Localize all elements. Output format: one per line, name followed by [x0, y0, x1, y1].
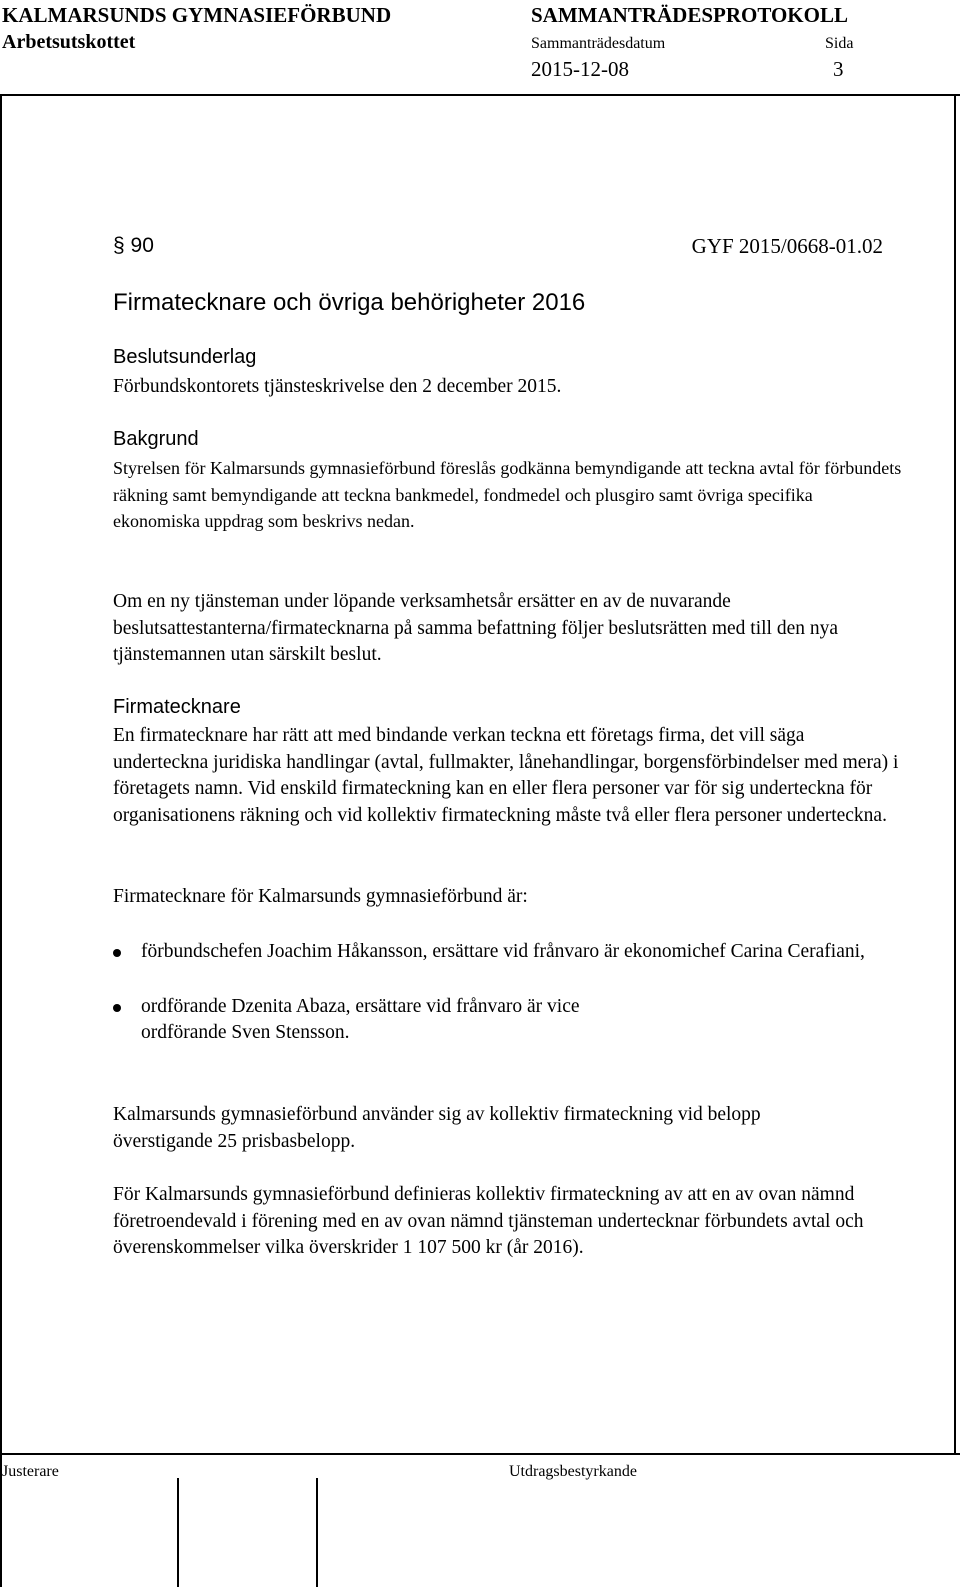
signatory-heading: Firmatecknare: [113, 696, 241, 718]
header-divider: [0, 94, 960, 96]
list-item: förbundschefen Joachim Håkansson, ersättare vid frånvaro är ekonomichef Carina Cerafiani,: [113, 939, 881, 966]
page-number: 3: [833, 57, 844, 81]
background-text: Styrelsen för Kalmarsunds gymnasieförbund föreslås godkänna bemyndigande att teckna avtal för förbundets räkning samt bemyndigande att teckna bankmedel, fondmedel och plusgiro samt övriga specifika ekonomiska uppdrag som beskrivs nedan.: [113, 458, 902, 532]
footer-divider: [0, 1453, 960, 1455]
signature-box-divider: [316, 1478, 318, 1587]
date-label: Sammanträdesdatum: [531, 35, 666, 52]
signatories-intro: Firmatecknare för Kalmarsunds gymnasieförbund är:: [113, 886, 528, 907]
collective-text: Kalmarsunds gymnasieförbund använder sig av kollektiv firmateckning vid belopp överstigande 25 prisbasbelopp.: [113, 1104, 761, 1152]
meeting-date: 2015-12-08: [531, 57, 629, 81]
background-text-2: Om en ny tjänsteman under löpande verksamhetsår ersätter en av de nuvarande beslutsattestanterna/firmatecknarna på samma befattning följer beslutsrätten med till den nya tjänstemannen utan särskilt beslut.: [113, 591, 839, 666]
adjuster-label: Justerare: [2, 1463, 59, 1480]
list-item: ordförande Dzenita Abaza, ersättare vid frånvaro är vice ordförande Sven Stensson.: [113, 994, 661, 1047]
left-frame-line: [0, 94, 2, 1587]
basis-text: Förbundskontorets tjänsteskrivelse den 2 december 2015.: [113, 376, 562, 397]
case-number: GYF 2015/0668-01.02: [691, 234, 883, 258]
definition-text: För Kalmarsunds gymnasieförbund definieras kollektiv firmateckning av att en av ovan nämnd företroendevald i förening med en av ovan nämnd tjänsteman undertecknar förbundets avtal och överenskommelser vilka överskrider 1 107 500 kr (år 2016).: [113, 1184, 864, 1259]
bullet-icon: [113, 1004, 121, 1012]
organization-name: KALMARSUNDS GYMNASIEFÖRBUND: [2, 3, 392, 27]
background-heading: Bakgrund: [113, 428, 199, 450]
paragraph-head: [113, 234, 883, 264]
bullet-icon: [113, 949, 121, 957]
right-frame-line: [954, 94, 956, 1454]
basis-heading: Beslutsunderlag: [113, 346, 257, 368]
signatory-text: En firmatecknare har rätt att med bindande verkan teckna ett företags firma, det vill säga underteckna juridiska handlingar (avtal, fullmakter, lånehandlingar, borgensförbindelser med mera) i företagets namn. Vid enskild firmateckning kan en eller flera personer var för sig underteckna för organisationens räkning och vid kollektiv firmateckning måste två eller flera personer underteckna.: [113, 725, 899, 827]
page-title: Firmatecknare och övriga behörigheter 2016: [113, 289, 586, 316]
page-label: Sida: [825, 35, 854, 52]
signatories-list: [113, 939, 903, 1047]
protocol-title: SAMMANTRÄDESPROTOKOLL: [531, 3, 848, 27]
signature-box-divider: [177, 1478, 179, 1587]
paragraph-number: § 90: [113, 234, 154, 257]
protocol-header: [0, 0, 960, 98]
committee-name: Arbetsutskottet: [2, 31, 136, 53]
certification-label: Utdragsbestyrkande: [509, 1463, 637, 1480]
